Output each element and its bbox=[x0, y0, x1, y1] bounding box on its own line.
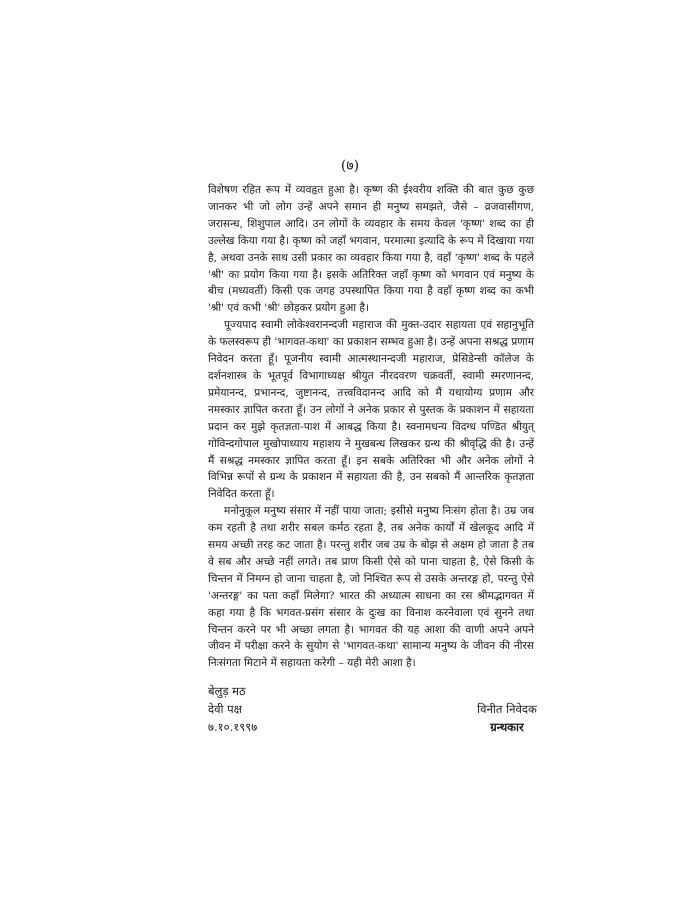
occasion: देवी पक्ष bbox=[208, 702, 242, 716]
place-date-block bbox=[208, 682, 257, 736]
place: बेलुड़ मठ bbox=[208, 684, 246, 698]
preface-body bbox=[208, 182, 534, 672]
page-number: (७) bbox=[340, 158, 360, 174]
signature-block bbox=[452, 700, 562, 736]
date: ७.१०.१९९७ bbox=[208, 720, 258, 734]
author: ग्रन्थकार bbox=[490, 720, 524, 734]
paragraph-2: पूज्यपाद स्वामी लोकेश्वरानन्दजी महाराज की मुक्त-उदार सहायता एवं सहानुभूति के फलस्वरूप ही 'भागवत-कथा' का प्रकाशन सम्भव हुआ है। उन्हें अपना सश्रद्ध प्रणाम निवेदन करता हूँ। पूजनीय स्वामी आत्मस्थानन्दजी महाराज, प्रेसिडेन्सी कॉलेज के दर्शनशास्त्र के भूतपूर्व विभागाध्यक्ष श्रीयुत नीरदवरण चक्रवर्ती, स्वामी स्मरणानन्द, प्रमेयानन्द, प्रभानन्द, जुष्टानन्द, तत्त्वविदानन्द आदि को मैं यथायोग्य प्रणाम और नमस्कार ज्ञापित करता हूँ। उन लोगों ने अनेक प्रकार से पुस्तक के प्रकाशन में सहायता प्रदान कर मुझे कृतज्ञता-पाश में आबद्ध किया है। स्वनामधन्य विदग्ध पण्डित श्रीयुत् गोविन्दगोपाल मुखोपाध्याय महाशय ने मुखबन्ध लिखकर ग्रन्थ की श्रीवृद्धि की है। उन्हें मैं सश्रद्ध नमस्कार ज्ञापित करता हूँ। इन सबके अतिरिक्त भी और अनेक लोगों ने विभिन्न रूपों से ग्रन्थ के प्रकाशन में सहायता की है, उन सबको मैं आन्तरिक कृतज्ञता निवेदित करता हूँ। bbox=[208, 319, 534, 501]
paragraph-1: विशेषण रहित रूप में व्यवहृत हुआ है। कृष्ण की ईश्वरीय शक्ति की बात कुछ कुछ जानकर भी जो लोग उन्हें अपने समान ही मनुष्य समझते, जैसे – व्रजवासीगण, जरासन्ध, शिशुपाल आदि। उन लोगों के व्यवहार के समय केवल 'कृष्ण' शब्द का ही उल्लेख किया गया है। कृष्ण को जहाँ भगवान, परमात्मा इत्यादि के रूप में दिखाया गया है, अथवा उनके साथ उसी प्रकार का व्यवहार किया गया है, वहाँ 'कृष्ण' शब्द के पहले 'श्री' का प्रयोग किया गया है। इसके अतिरिक्त जहाँ कृष्ण को भगवान एवं मनुष्य के बीच (मध्यवर्ती) किसी एक जगह उपस्थापित किया गया है वहाँ कृष्ण शब्द का कभी 'श्री' एवं कभी 'श्री' छोड़कर प्रयोग हुआ है। bbox=[208, 184, 534, 315]
paragraph-3: मनोनुकूल मनुष्य संसार में नहीं पाया जाता; इसीसे मनुष्य निःसंग होता है। उम्र जब कम रहती है तथा शरीर सबल कर्मठ रहता है, तब अनेक कार्यों में खेलकूद आदि में समय अच्छी तरह कट जाता है। परन्तु शरीर जब उम्र के बोझ से अक्षम हो जाता है तब वे सब और अच्छे नहीं लगते। तब प्राण किसी ऐसे को पाना चाहता है, ऐसे किसी के चिन्तन में निमग्न हो जाना चाहता है, जो निश्चित रूप से उसके अन्तरङ्ग हो, परन्तु ऐसे 'अन्तरङ्ग' का पता कहाँ मिलेगा? भारत की अध्यात्म साधना का रस श्रीमद्भागवत में कहा गया है कि भगवत-प्रसंग संसार के दुःख का विनाश करनेवाला एवं सुनने तथा चिन्तन करने पर भी अच्छा लगता है। भागवत की यह आशा की वाणी अपने अपने जीवन में परीक्षा करने के सुयोग से 'भागवत-कथा' सामान्य मनुष्य के जीवन की नीरस निःसंगता मिटाने में सहायता करेगी – यही मेरी आशा है। bbox=[208, 505, 534, 670]
closing: विनीत निवेदक bbox=[477, 702, 537, 716]
